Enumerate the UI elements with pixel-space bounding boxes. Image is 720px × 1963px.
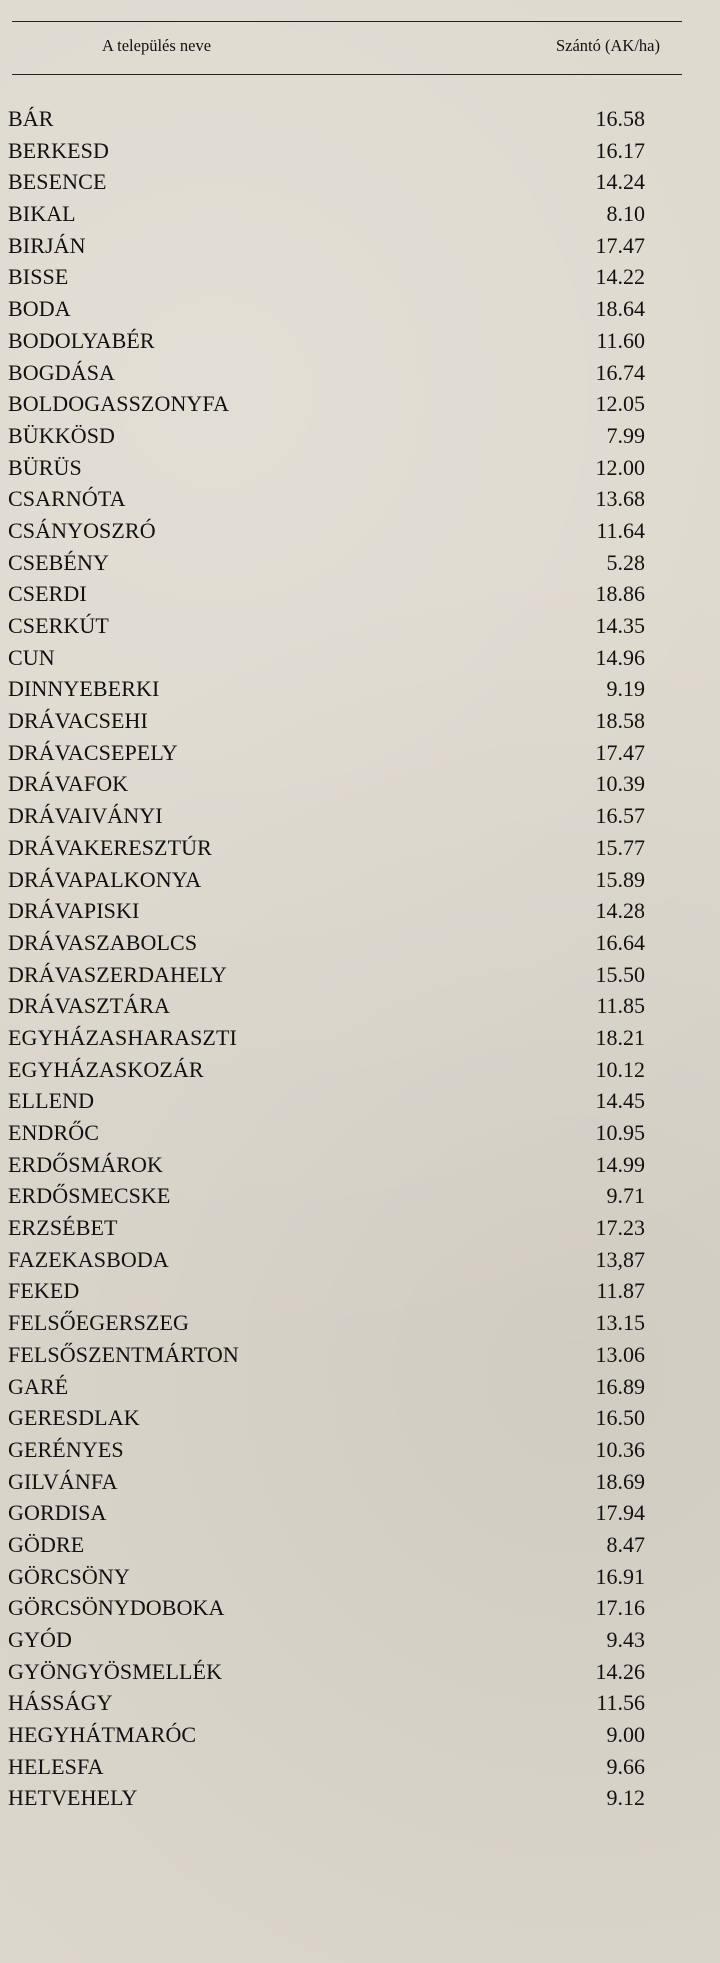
settlement-name: DRÁVAPISKI (8, 898, 140, 924)
arable-value: 13.15 (595, 1310, 645, 1336)
arable-value: 18.21 (595, 1024, 645, 1050)
table-row (0, 103, 720, 135)
arable-value: 12.05 (595, 391, 645, 417)
settlement-name: CSÁNYOSZRÓ (8, 517, 156, 543)
arable-value: 16.89 (595, 1373, 645, 1399)
settlement-name: DRÁVAIVÁNYI (8, 803, 163, 829)
table-header (12, 36, 682, 64)
table-row (0, 1719, 720, 1751)
settlement-name: GYÓD (8, 1627, 72, 1652)
table-row (0, 800, 720, 832)
table-row (0, 864, 720, 896)
arable-value: 17.23 (595, 1215, 645, 1241)
arable-value: 16.50 (595, 1405, 645, 1431)
arable-value: 5.28 (606, 549, 645, 575)
settlement-name: EGYHÁZASKOZÁR (8, 1056, 204, 1082)
arable-value: 18.64 (595, 296, 645, 322)
arable-value: 11.56 (596, 1690, 645, 1716)
table-row (0, 515, 720, 547)
table-row (0, 1085, 720, 1117)
arable-value: 9.19 (606, 676, 645, 702)
table-row (0, 1561, 720, 1593)
table-row (0, 547, 720, 579)
arable-value: 9.43 (606, 1627, 645, 1652)
arable-value: 16.57 (595, 803, 645, 829)
table-row (0, 135, 720, 167)
settlement-name: GERÉNYES (8, 1436, 124, 1462)
arable-value: 8.47 (606, 1531, 645, 1557)
arable-value: 9.66 (606, 1753, 645, 1779)
settlement-name: DRÁVASZABOLCS (8, 929, 198, 955)
settlement-name: ERDŐSMECSKE (8, 1183, 171, 1209)
settlement-name: HEGYHÁTMARÓC (8, 1722, 197, 1748)
arable-value: 14.24 (595, 169, 645, 195)
table-row (0, 1687, 720, 1719)
settlement-name: BIRJÁN (8, 232, 86, 258)
table-body (0, 103, 720, 1814)
arable-value: 14.45 (595, 1088, 645, 1114)
arable-value: 9.12 (606, 1785, 645, 1811)
settlement-name: ERDŐSMÁROK (8, 1151, 164, 1177)
table-row (0, 768, 720, 800)
arable-value: 13,87 (595, 1246, 645, 1272)
arable-value: 9.00 (606, 1722, 645, 1748)
header-arable-value: Szántó (AK/ha) (555, 36, 660, 55)
table-row (0, 610, 720, 642)
settlement-name: DINNYEBERKI (8, 676, 160, 702)
settlement-name: FELSŐSZENTMÁRTON (8, 1341, 239, 1367)
table-row (0, 1339, 720, 1371)
table-row (0, 1751, 720, 1783)
settlement-name: DRÁVACSEHI (8, 708, 148, 734)
table-row (0, 1244, 720, 1276)
table-row (0, 198, 720, 230)
table-row (0, 1466, 720, 1498)
settlement-name: BÜRÜS (8, 454, 82, 480)
arable-value: 11.85 (596, 993, 645, 1019)
settlement-name: FEKED (8, 1278, 80, 1304)
table-row (0, 1592, 720, 1624)
settlement-name: ENDRŐC (8, 1120, 100, 1145)
settlement-name: BOLDOGASSZONYFA (8, 391, 230, 417)
table-row (0, 832, 720, 864)
table-row (0, 990, 720, 1022)
settlement-name: BÁR (8, 106, 54, 131)
settlement-name: ELLEND (8, 1088, 95, 1114)
arable-value: 15.50 (595, 961, 645, 987)
settlement-name: HETVEHELY (8, 1785, 138, 1811)
arable-value: 15.89 (595, 866, 645, 892)
table-row (0, 230, 720, 262)
table-row (0, 959, 720, 991)
arable-value: 17.16 (595, 1595, 645, 1621)
arable-value: 14.96 (595, 644, 645, 670)
arable-value: 16.91 (595, 1563, 645, 1589)
settlement-name: FELSŐEGERSZEG (8, 1310, 189, 1336)
settlement-name: CUN (8, 644, 55, 670)
table-row (0, 357, 720, 389)
table-row (0, 452, 720, 484)
table-row (0, 578, 720, 610)
arable-value: 14.28 (595, 898, 645, 924)
settlement-name: DRÁVAPALKONYA (8, 866, 202, 892)
arable-value: 11.60 (596, 327, 645, 353)
table-row (0, 895, 720, 927)
settlement-name: CSARNÓTA (8, 486, 126, 512)
settlement-name: HÁSSÁGY (8, 1690, 113, 1716)
arable-value: 17.94 (595, 1500, 645, 1526)
settlement-name: HELESFA (8, 1753, 104, 1779)
arable-value: 10.95 (595, 1120, 645, 1145)
arable-value: 11.87 (596, 1278, 645, 1304)
settlement-name: GYÖNGYÖSMELLÉK (8, 1658, 223, 1684)
arable-value: 15.77 (595, 834, 645, 860)
settlement-name: BIKAL (8, 201, 76, 227)
arable-value: 10.12 (595, 1056, 645, 1082)
settlement-name: FAZEKASBODA (8, 1246, 169, 1272)
table-row (0, 673, 720, 705)
table-row (0, 1434, 720, 1466)
table-row (0, 325, 720, 357)
table-row (0, 1782, 720, 1814)
arable-value: 14.35 (595, 613, 645, 638)
settlement-name: DRÁVACSEPELY (8, 739, 178, 765)
table-row (0, 1529, 720, 1561)
arable-value: 16.74 (595, 359, 645, 385)
table-row (0, 293, 720, 325)
settlement-name: CSERDI (8, 581, 87, 607)
table-row (0, 737, 720, 769)
arable-value: 12.00 (595, 454, 645, 480)
table-row (0, 1212, 720, 1244)
settlement-name: BERKESD (8, 137, 109, 163)
arable-value: 18.86 (595, 581, 645, 607)
settlement-name: EGYHÁZASHARASZTI (8, 1024, 237, 1050)
settlement-name: GÖRCSÖNYDOBOKA (8, 1595, 225, 1621)
arable-value: 18.58 (595, 708, 645, 734)
settlement-name: GORDISA (8, 1500, 107, 1526)
table-row (0, 1054, 720, 1086)
arable-value: 14.99 (595, 1151, 645, 1177)
settlement-name: DRÁVASZERDAHELY (8, 961, 227, 987)
table-row (0, 1656, 720, 1688)
settlement-name: BODA (8, 296, 71, 322)
table-row (0, 1275, 720, 1307)
table-top-rule (12, 21, 682, 22)
arable-value: 17.47 (595, 232, 645, 258)
table-row (0, 420, 720, 452)
settlement-name: CSEBÉNY (8, 549, 109, 575)
arable-value: 10.36 (595, 1436, 645, 1462)
settlement-name: BÜKKÖSD (8, 422, 116, 448)
table-row (0, 388, 720, 420)
arable-value: 17.47 (595, 739, 645, 765)
settlement-name: ERZSÉBET (8, 1215, 118, 1241)
settlement-name: GÖRCSÖNY (8, 1563, 130, 1589)
arable-value: 16.58 (595, 106, 645, 131)
arable-value: 14.26 (595, 1658, 645, 1684)
arable-value: 8.10 (606, 201, 645, 227)
settlement-name: BISSE (8, 264, 69, 290)
table-row (0, 166, 720, 198)
settlement-name: GARÉ (8, 1373, 69, 1399)
arable-value: 14.22 (595, 264, 645, 290)
arable-value: 18.69 (595, 1468, 645, 1494)
arable-value: 13.06 (595, 1341, 645, 1367)
table-row (0, 1497, 720, 1529)
table-row (0, 642, 720, 674)
arable-value: 16.17 (595, 137, 645, 163)
table-row (0, 1371, 720, 1403)
settlement-name: GÖDRE (8, 1531, 85, 1557)
settlement-name: DRÁVASZTÁRA (8, 993, 171, 1019)
table-row (0, 1180, 720, 1212)
settlement-name: DRÁVAFOK (8, 771, 129, 797)
table-row (0, 1117, 720, 1149)
settlement-name: BESENCE (8, 169, 107, 195)
arable-value: 7.99 (606, 422, 645, 448)
arable-value: 13.68 (595, 486, 645, 512)
table-row (0, 705, 720, 737)
settlement-name: BOGDÁSA (8, 359, 116, 385)
table-row (0, 1624, 720, 1656)
settlement-name: DRÁVAKERESZTÚR (8, 834, 212, 860)
arable-value: 10.39 (595, 771, 645, 797)
settlement-name: GERESDLAK (8, 1405, 140, 1431)
table-row (0, 1149, 720, 1181)
arable-value: 16.64 (595, 929, 645, 955)
table-row (0, 1307, 720, 1339)
table-row (0, 261, 720, 293)
settlement-name: CSERKÚT (8, 613, 109, 638)
table-header-rule (12, 74, 682, 75)
table-row (0, 1402, 720, 1434)
settlement-name: GILVÁNFA (8, 1468, 118, 1494)
arable-value: 9.71 (606, 1183, 645, 1209)
header-settlement-name: A település neve (102, 36, 212, 55)
table-row (0, 927, 720, 959)
table-row (0, 1022, 720, 1054)
settlement-name: BODOLYABÉR (8, 327, 155, 353)
table-row (0, 483, 720, 515)
arable-value: 11.64 (596, 517, 645, 543)
